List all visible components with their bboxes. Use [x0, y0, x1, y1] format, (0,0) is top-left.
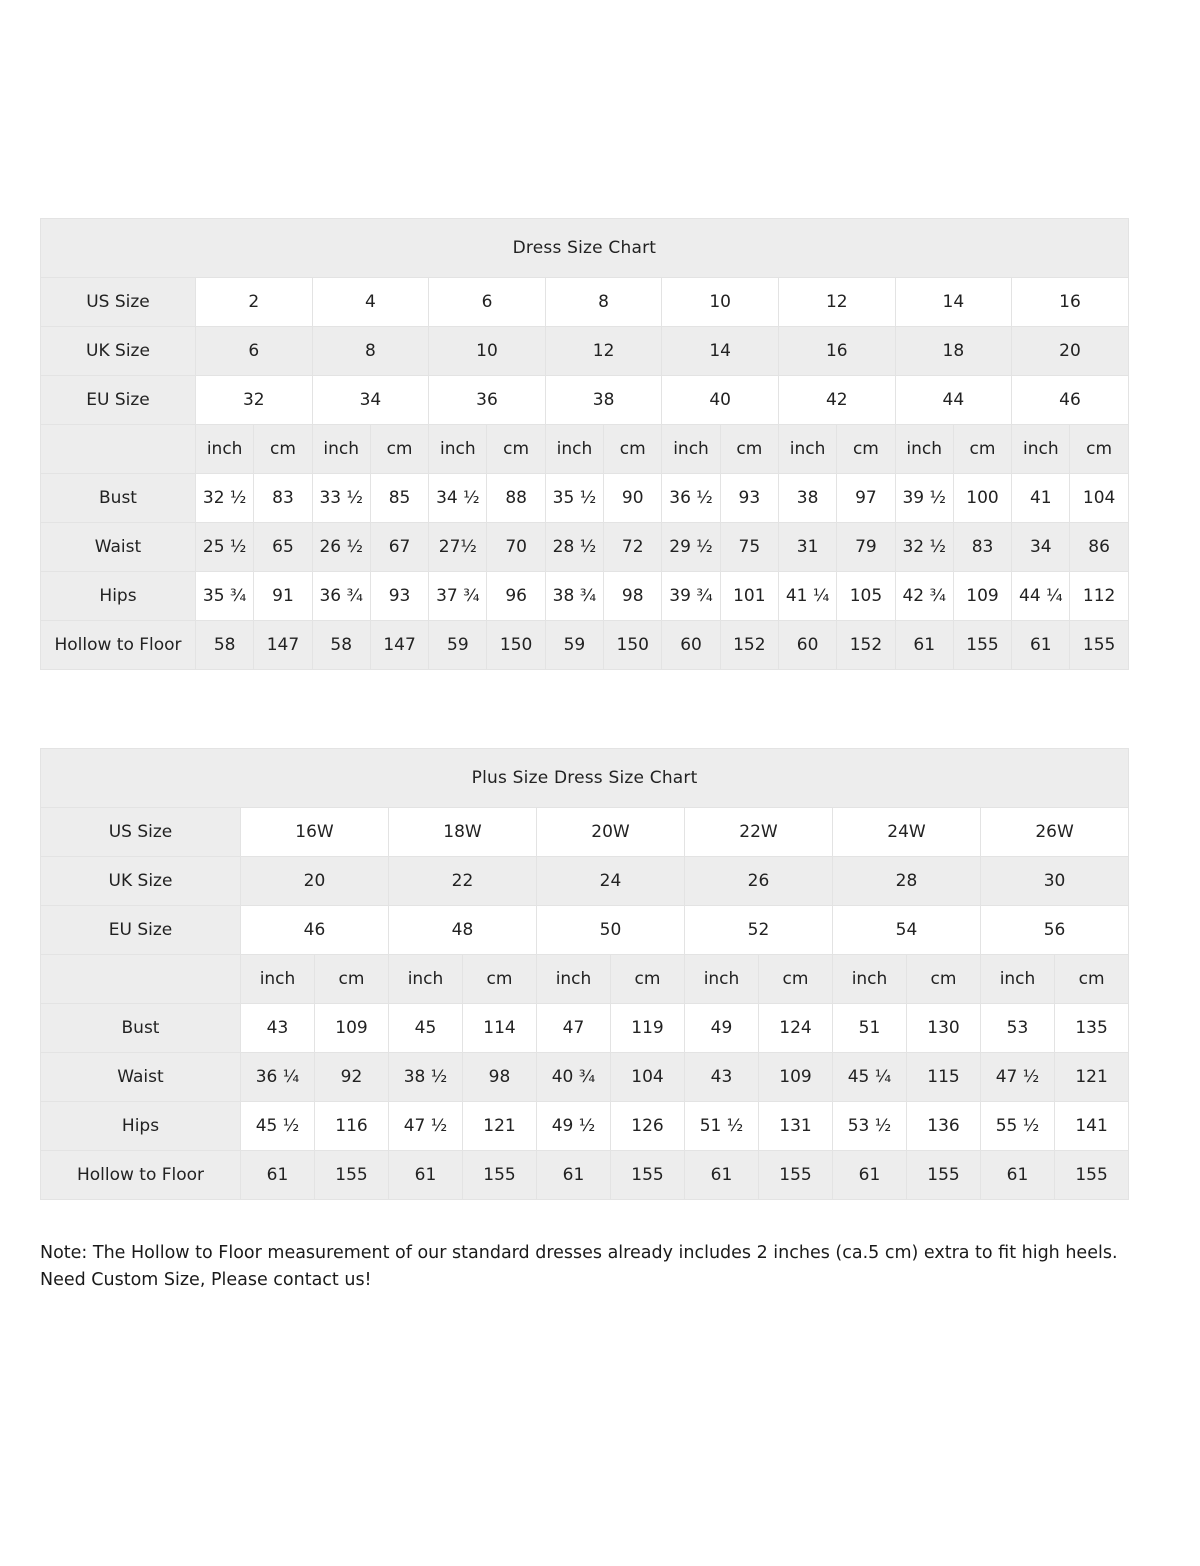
cell-eu-size-2: 34 [312, 376, 429, 425]
cell-uk-size-8: 20 [1012, 327, 1129, 376]
cell-us-size-2: 4 [312, 278, 429, 327]
cell-hollow-to-floor: 147 [254, 621, 312, 670]
table-row [41, 376, 1129, 425]
cell-us-size-1: 2 [196, 278, 313, 327]
cell-hollow-to-floor: 59 [545, 621, 603, 670]
unit-cell: inch [429, 425, 487, 474]
cell-hips: 45 ½ [241, 1102, 315, 1151]
cell-us-size-2: 18W [389, 808, 537, 857]
cell-hips: 121 [463, 1102, 537, 1151]
cell-hollow-to-floor: 61 [833, 1151, 907, 1200]
table-row [41, 1053, 1129, 1102]
cell-waist: 109 [759, 1053, 833, 1102]
row-label-hips: Hips [41, 572, 196, 621]
unit-cell: inch [545, 425, 603, 474]
cell-uk-size-5: 28 [833, 857, 981, 906]
cell-bust: 51 [833, 1004, 907, 1053]
table-row [41, 621, 1129, 670]
cell-bust: 49 [685, 1004, 759, 1053]
cell-us-size-5: 10 [662, 278, 779, 327]
unit-cell: cm [487, 425, 545, 474]
cell-us-size-4: 8 [545, 278, 662, 327]
unit-cell: cm [463, 955, 537, 1004]
cell-waist: 70 [487, 523, 545, 572]
cell-waist: 25 ½ [196, 523, 254, 572]
cell-hollow-to-floor: 155 [611, 1151, 685, 1200]
cell-waist: 43 [685, 1053, 759, 1102]
cell-bust: 88 [487, 474, 545, 523]
unit-row [41, 955, 1129, 1004]
table-row [41, 906, 1129, 955]
cell-us-size-1: 16W [241, 808, 389, 857]
cell-bust: 130 [907, 1004, 981, 1053]
note-block [40, 1240, 1130, 1294]
unit-cell: inch [196, 425, 254, 474]
cell-hollow-to-floor: 61 [1012, 621, 1070, 670]
cell-uk-size-3: 24 [537, 857, 685, 906]
table-title-row [41, 749, 1129, 808]
cell-hollow-to-floor: 61 [389, 1151, 463, 1200]
cell-us-size-6: 26W [981, 808, 1129, 857]
unit-cell: inch [389, 955, 463, 1004]
cell-hips: 47 ½ [389, 1102, 463, 1151]
cell-uk-size-6: 16 [778, 327, 895, 376]
cell-waist: 47 ½ [981, 1053, 1055, 1102]
cell-hips: 42 ¾ [895, 572, 953, 621]
cell-hips: 141 [1055, 1102, 1129, 1151]
cell-bust: 119 [611, 1004, 685, 1053]
cell-hips: 93 [370, 572, 428, 621]
row-label-hollow-to-floor: Hollow to Floor [41, 621, 196, 670]
table-row [41, 808, 1129, 857]
cell-hollow-to-floor: 155 [907, 1151, 981, 1200]
row-label-waist: Waist [41, 523, 196, 572]
cell-hollow-to-floor: 155 [463, 1151, 537, 1200]
cell-us-size-8: 16 [1012, 278, 1129, 327]
row-label-units [41, 955, 241, 1004]
cell-hips: 109 [953, 572, 1011, 621]
cell-uk-size-1: 20 [241, 857, 389, 906]
cell-eu-size-6: 56 [981, 906, 1129, 955]
cell-us-size-3: 6 [429, 278, 546, 327]
cell-bust: 38 [778, 474, 836, 523]
cell-hollow-to-floor: 61 [981, 1151, 1055, 1200]
dress-size-chart-table [40, 218, 1129, 670]
unit-cell: cm [953, 425, 1011, 474]
section-spacer [40, 670, 1160, 748]
table-row [41, 474, 1129, 523]
plus-chart-title: Plus Size Dress Size Chart [41, 749, 1129, 808]
cell-waist: 34 [1012, 523, 1070, 572]
cell-hips: 116 [315, 1102, 389, 1151]
cell-hollow-to-floor: 152 [720, 621, 778, 670]
unit-cell: inch [537, 955, 611, 1004]
cell-us-size-7: 14 [895, 278, 1012, 327]
cell-bust: 109 [315, 1004, 389, 1053]
cell-hollow-to-floor: 152 [837, 621, 895, 670]
cell-bust: 33 ½ [312, 474, 370, 523]
row-label-bust: Bust [41, 1004, 241, 1053]
cell-bust: 43 [241, 1004, 315, 1053]
cell-hips: 98 [604, 572, 662, 621]
unit-cell: cm [611, 955, 685, 1004]
cell-bust: 53 [981, 1004, 1055, 1053]
cell-waist: 65 [254, 523, 312, 572]
cell-eu-size-5: 54 [833, 906, 981, 955]
cell-uk-size-7: 18 [895, 327, 1012, 376]
cell-hips: 49 ½ [537, 1102, 611, 1151]
unit-cell: cm [837, 425, 895, 474]
row-label-bust: Bust [41, 474, 196, 523]
cell-waist: 72 [604, 523, 662, 572]
cell-bust: 45 [389, 1004, 463, 1053]
cell-uk-size-2: 22 [389, 857, 537, 906]
cell-bust: 100 [953, 474, 1011, 523]
row-label-eu-size: EU Size [41, 906, 241, 955]
unit-cell: inch [778, 425, 836, 474]
cell-waist: 28 ½ [545, 523, 603, 572]
cell-waist: 40 ¾ [537, 1053, 611, 1102]
unit-cell: cm [1055, 955, 1129, 1004]
cell-us-size-6: 12 [778, 278, 895, 327]
unit-cell: cm [254, 425, 312, 474]
cell-us-size-3: 20W [537, 808, 685, 857]
cell-bust: 104 [1070, 474, 1128, 523]
row-label-eu-size: EU Size [41, 376, 196, 425]
cell-hips: 112 [1070, 572, 1128, 621]
table-row [41, 327, 1129, 376]
row-label-us-size: US Size [41, 808, 241, 857]
cell-hollow-to-floor: 60 [778, 621, 836, 670]
cell-hollow-to-floor: 61 [685, 1151, 759, 1200]
cell-waist: 83 [953, 523, 1011, 572]
cell-waist: 27½ [429, 523, 487, 572]
cell-hips: 55 ½ [981, 1102, 1055, 1151]
unit-cell: cm [315, 955, 389, 1004]
cell-uk-size-3: 10 [429, 327, 546, 376]
cell-eu-size-8: 46 [1012, 376, 1129, 425]
cell-hips: 38 ¾ [545, 572, 603, 621]
cell-hips: 101 [720, 572, 778, 621]
unit-cell: inch [895, 425, 953, 474]
cell-hollow-to-floor: 155 [1070, 621, 1128, 670]
table-title-row [41, 219, 1129, 278]
cell-waist: 38 ½ [389, 1053, 463, 1102]
cell-hips: 131 [759, 1102, 833, 1151]
cell-uk-size-1: 6 [196, 327, 313, 376]
cell-hollow-to-floor: 60 [662, 621, 720, 670]
cell-hips: 51 ½ [685, 1102, 759, 1151]
cell-hips: 96 [487, 572, 545, 621]
cell-waist: 92 [315, 1053, 389, 1102]
cell-hips: 37 ¾ [429, 572, 487, 621]
cell-hollow-to-floor: 155 [315, 1151, 389, 1200]
table-row [41, 1151, 1129, 1200]
cell-hollow-to-floor: 150 [487, 621, 545, 670]
cell-hips: 44 ¼ [1012, 572, 1070, 621]
cell-hollow-to-floor: 150 [604, 621, 662, 670]
cell-hollow-to-floor: 61 [895, 621, 953, 670]
cell-waist: 115 [907, 1053, 981, 1102]
cell-hollow-to-floor: 59 [429, 621, 487, 670]
cell-hips: 53 ½ [833, 1102, 907, 1151]
cell-bust: 39 ½ [895, 474, 953, 523]
note-line-2: Need Custom Size, Please contact us! [40, 1270, 372, 1291]
unit-cell: inch [662, 425, 720, 474]
row-label-uk-size: UK Size [41, 327, 196, 376]
row-label-hollow-to-floor: Hollow to Floor [41, 1151, 241, 1200]
chart-title: Dress Size Chart [41, 219, 1129, 278]
cell-eu-size-4: 52 [685, 906, 833, 955]
table-row [41, 278, 1129, 327]
cell-waist: 29 ½ [662, 523, 720, 572]
unit-cell: cm [759, 955, 833, 1004]
cell-hollow-to-floor: 58 [312, 621, 370, 670]
cell-bust: 124 [759, 1004, 833, 1053]
cell-waist: 121 [1055, 1053, 1129, 1102]
cell-eu-size-4: 38 [545, 376, 662, 425]
unit-cell: inch [241, 955, 315, 1004]
cell-bust: 41 [1012, 474, 1070, 523]
cell-waist: 67 [370, 523, 428, 572]
cell-bust: 34 ½ [429, 474, 487, 523]
table-row [41, 1004, 1129, 1053]
cell-hips: 35 ¾ [196, 572, 254, 621]
cell-hips: 105 [837, 572, 895, 621]
cell-hips: 136 [907, 1102, 981, 1151]
table-row [41, 857, 1129, 906]
cell-hollow-to-floor: 61 [537, 1151, 611, 1200]
cell-hollow-to-floor: 155 [953, 621, 1011, 670]
cell-waist: 32 ½ [895, 523, 953, 572]
cell-waist: 86 [1070, 523, 1128, 572]
cell-bust: 97 [837, 474, 895, 523]
cell-eu-size-2: 48 [389, 906, 537, 955]
unit-cell: inch [312, 425, 370, 474]
note-line-1: Note: The Hollow to Floor measurement of our standard dresses already includes 2 inches (ca.5 cm) extra to fit high heels. [40, 1243, 1118, 1263]
cell-bust: 135 [1055, 1004, 1129, 1053]
cell-bust: 90 [604, 474, 662, 523]
cell-waist: 98 [463, 1053, 537, 1102]
table-row [41, 572, 1129, 621]
unit-cell: cm [604, 425, 662, 474]
unit-cell: cm [907, 955, 981, 1004]
cell-waist: 26 ½ [312, 523, 370, 572]
row-label-uk-size: UK Size [41, 857, 241, 906]
row-label-waist: Waist [41, 1053, 241, 1102]
cell-eu-size-3: 36 [429, 376, 546, 425]
cell-bust: 93 [720, 474, 778, 523]
cell-hollow-to-floor: 147 [370, 621, 428, 670]
cell-eu-size-5: 40 [662, 376, 779, 425]
cell-us-size-4: 22W [685, 808, 833, 857]
cell-eu-size-1: 46 [241, 906, 389, 955]
cell-bust: 83 [254, 474, 312, 523]
table-row [41, 1102, 1129, 1151]
row-label-units [41, 425, 196, 474]
unit-cell: inch [981, 955, 1055, 1004]
table-row [41, 523, 1129, 572]
cell-uk-size-4: 12 [545, 327, 662, 376]
cell-waist: 36 ¼ [241, 1053, 315, 1102]
cell-hips: 126 [611, 1102, 685, 1151]
cell-waist: 104 [611, 1053, 685, 1102]
cell-hips: 39 ¾ [662, 572, 720, 621]
cell-uk-size-4: 26 [685, 857, 833, 906]
cell-bust: 35 ½ [545, 474, 603, 523]
cell-waist: 31 [778, 523, 836, 572]
unit-cell: cm [1070, 425, 1128, 474]
unit-cell: inch [1012, 425, 1070, 474]
cell-uk-size-2: 8 [312, 327, 429, 376]
cell-bust: 47 [537, 1004, 611, 1053]
cell-uk-size-5: 14 [662, 327, 779, 376]
unit-cell: inch [685, 955, 759, 1004]
cell-hollow-to-floor: 155 [759, 1151, 833, 1200]
unit-row [41, 425, 1129, 474]
cell-hips: 91 [254, 572, 312, 621]
plus-size-dress-chart-table [40, 748, 1129, 1200]
cell-hips: 36 ¾ [312, 572, 370, 621]
cell-hollow-to-floor: 155 [1055, 1151, 1129, 1200]
cell-us-size-5: 24W [833, 808, 981, 857]
cell-uk-size-6: 30 [981, 857, 1129, 906]
cell-bust: 32 ½ [196, 474, 254, 523]
cell-eu-size-6: 42 [778, 376, 895, 425]
cell-hollow-to-floor: 61 [241, 1151, 315, 1200]
cell-waist: 75 [720, 523, 778, 572]
cell-eu-size-1: 32 [196, 376, 313, 425]
cell-bust: 114 [463, 1004, 537, 1053]
cell-hips: 41 ¼ [778, 572, 836, 621]
cell-eu-size-7: 44 [895, 376, 1012, 425]
cell-waist: 79 [837, 523, 895, 572]
cell-waist: 45 ¼ [833, 1053, 907, 1102]
cell-bust: 36 ½ [662, 474, 720, 523]
cell-eu-size-3: 50 [537, 906, 685, 955]
unit-cell: inch [833, 955, 907, 1004]
unit-cell: cm [370, 425, 428, 474]
cell-bust: 85 [370, 474, 428, 523]
row-label-hips: Hips [41, 1102, 241, 1151]
cell-hollow-to-floor: 58 [196, 621, 254, 670]
row-label-us-size: US Size [41, 278, 196, 327]
unit-cell: cm [720, 425, 778, 474]
